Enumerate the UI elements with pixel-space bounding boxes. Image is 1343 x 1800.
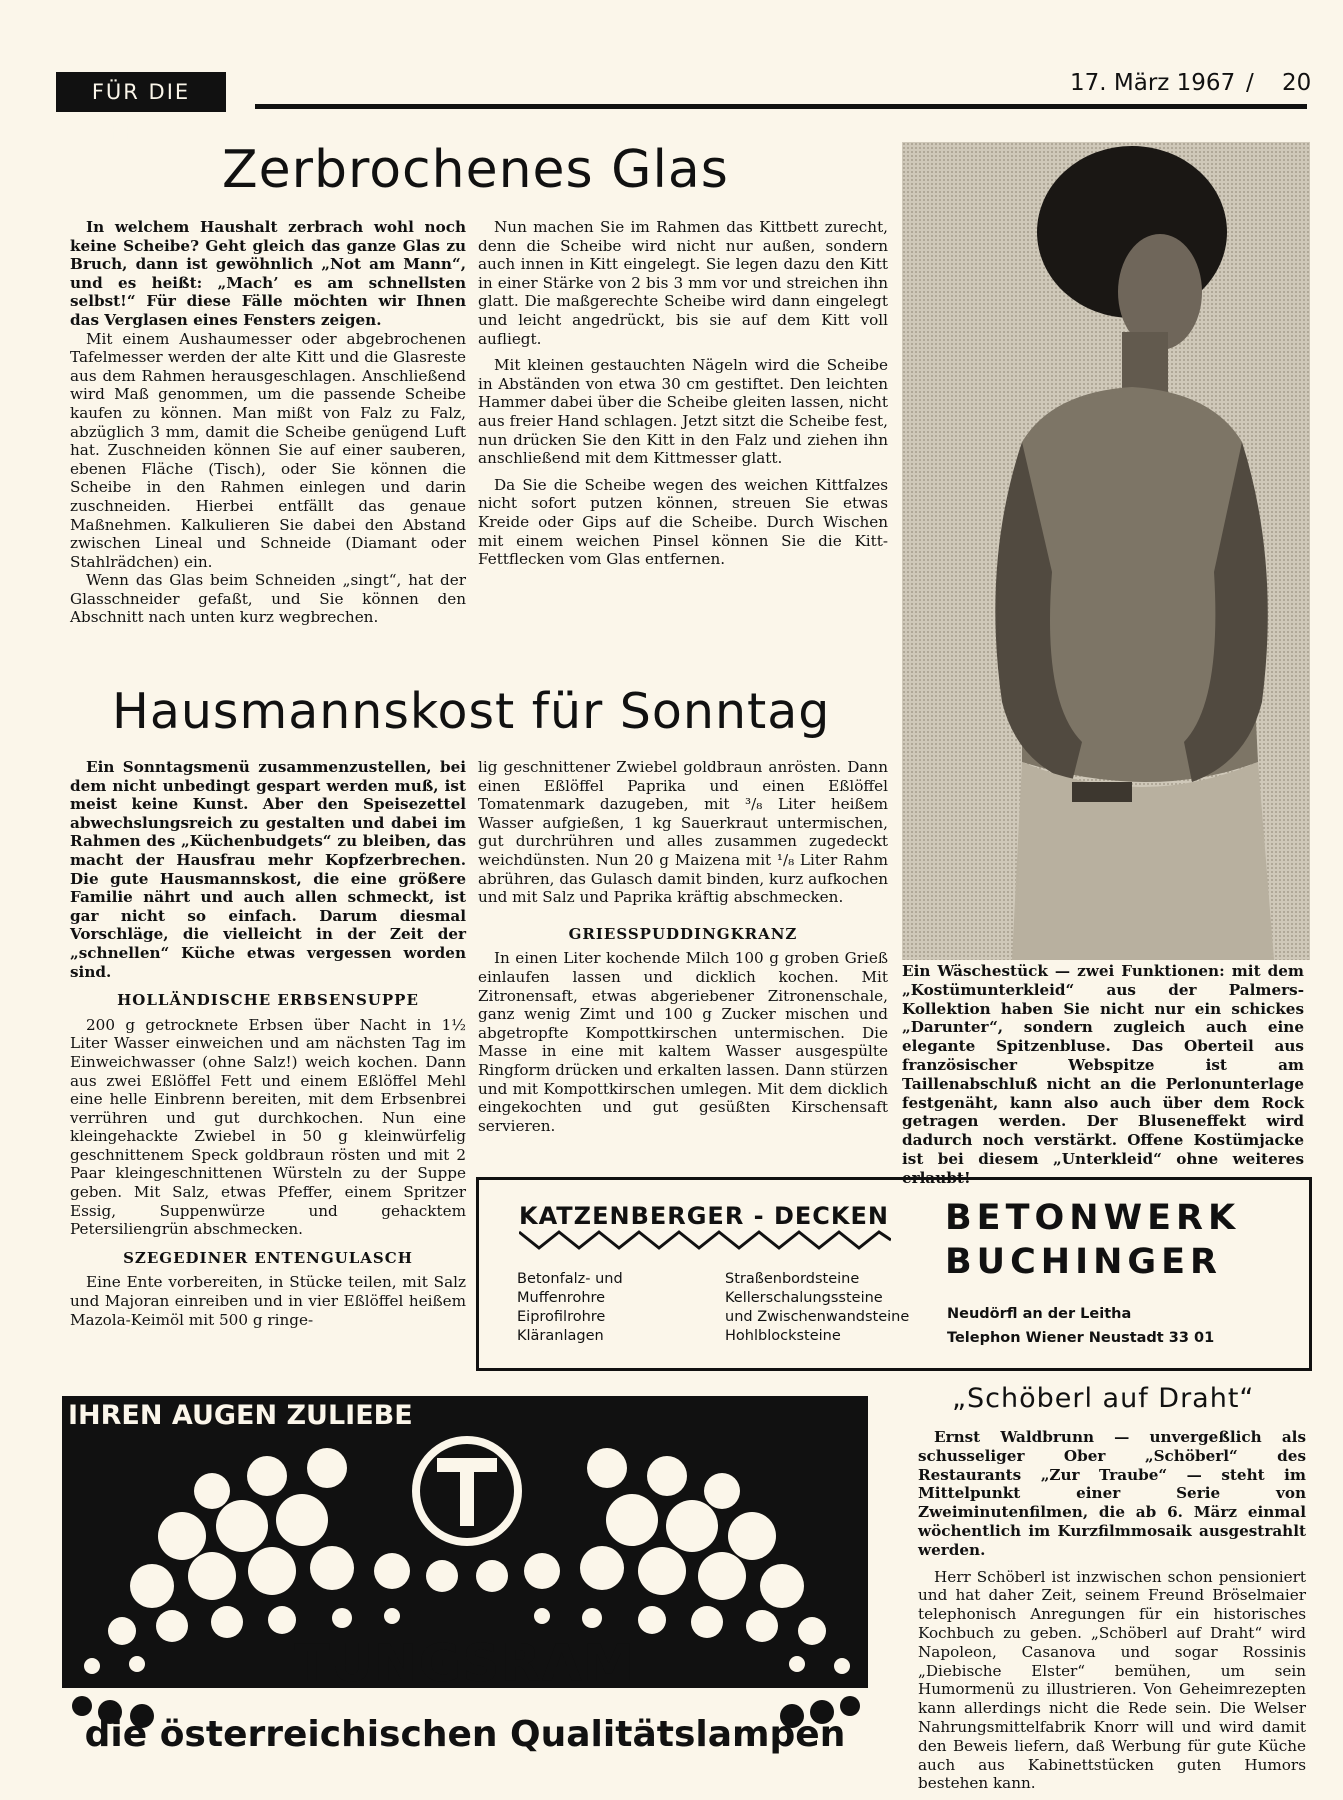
header-rule: [255, 104, 1307, 109]
advertisement-betonwerk: [476, 1177, 1312, 1371]
glas-paragraph: Mit einem Aushaumesser oder abgebrochenen Tafelmesser werden der alte Kitt und die Glasreste aus dem Rahmen herausgeschlagen. Anschließend wird Maß genommen, um die passende Scheibe kaufen zu können. Man mißt von Falz zu Falz, abzüglich 3 mm, damit die Scheibe genügend Luft hat. Zuschneiden können Sie auf einer sauberen, ebenen Fläche (Tisch), oder Sie können die Scheibe in den Rahmen einlegen und darin zuschneiden. Hierbei entfällt das genaue Maßnehmen. Kalkulieren Sie dabei den Abstand zwischen Lineal und Schneide (Diamant oder Stahlrädchen) ein.: [70, 329, 466, 571]
glas-paragraph: Da Sie die Scheibe wegen des weichen Kittfalzes nicht sofort putzen können, streuen Sie etwas Kreide oder Gips auf die Scheibe. Durch Wischen mit einem weichen Pinsel können Sie die Kitt-Fettflecken vom Glas entfernen.: [478, 475, 888, 569]
recipe-heading: GRIESSPUDDINGKRANZ: [568, 924, 798, 943]
company-location: Neudörfl an der Leitha: [947, 1306, 1132, 1322]
recipe-text: 200 g getrocknete Erbsen über Nacht in 1½ Liter Wasser einweichen und am nächsten Tag im Einweichwasser (ohne Salz!) weich kochen. Dann aus zwei Eßlöffel Fett und einem Eßlöffel Mehl eine helle Einbrenn bereiten, mit dem Erbsenbrei verrühren und gut durchkochen. Nun eine kleingehackte Zwiebel in 50 g kleinwürfelig geschnittenem Speck goldbraun rösten und mit 2 Paar kleingeschnittenen Würsteln zu der Suppe geben. Mit Salz, etwas Pfeffer, einem Spritzer Essig, Suppenwürze und gehacktem Petersiliengrün abschmecken.: [70, 1015, 466, 1239]
schoeberl-paragraph: Herr Schöberl ist inzwischen schon pensioniert und hat daher Zeit, seinem Freund Bröselmaier telephonisch Anregungen für ein historisches Kochbuch zu geben. „Schöberl auf Draht“ wird Napoleon, Casanova und sogar Rossinis „Diebische Elster“ bemühen, um sein Humormenü zu illustrieren. Von Geheimrezepten kann allerdings nicht die Rede sein. Die Welser Nahrungsmittelfabrik Knorr will und wird damit den Beweis liefern, daß Werbung für gute Küche auch aus Kabinettstücken guten Humors bestehen kann.: [918, 1567, 1306, 1793]
glas-paragraph: Mit kleinen gestauchten Nägeln wird die Scheibe in Abständen von etwa 30 cm gestiftet. Den leichten Hammer dabei über die Scheibe gleiten lassen, nicht aus freier Hand schlagen. Jetzt sitzt die Scheibe fest, nun drücken Sie den Kitt in den Falz und ziehen ihn anschließend mit dem Kittmesser glatt.: [478, 356, 888, 468]
haus-column-left: [70, 758, 466, 1329]
recipe-heading: HOLLÄNDISCHE ERBSENSUPPE: [117, 991, 419, 1010]
glas-paragraph: Nun machen Sie im Rahmen das Kittbett zurecht, denn die Scheibe wird nicht nur außen, sondern auch innen in Kitt eingelegt. Sie legen dazu den Kitt in einer Stärke von 2 bis 3 mm vor und streichen ihn glatt. Die maßgerechte Scheibe wird dann eingelegt und leicht angedrückt, bis sie auf dem Kitt voll aufliegt.: [478, 218, 888, 348]
haus-intro: Ein Sonntagsmenü zusammenzustellen, bei dem nicht unbedingt gespart werden muß, ist meist keine Kunst. Aber den Speisezettel abwechslungsreich zu gestalten und dabei im Rahmen des „Küchenbudgets“ zu bleiben, das macht der Hausfrau mehr Kopfzerbrechen. Die gute Hausmannskost, die eine größere Familie nährt und auch allen schmeckt, ist gar nicht so einfach. Darum diesmal Vorschläge, die vielleicht in der Zeit der „schnellen“ Küche etwas vergessen worden sind.: [70, 758, 466, 981]
haus-column-right: [478, 758, 888, 1135]
article-title-haus: Hausmannskost für Sonntag: [112, 683, 831, 740]
tungsram-dot-burst-graphic: [62, 1396, 868, 1762]
article-title-schoeberl: „Schöberl auf Draht“: [952, 1383, 1255, 1414]
advertisement-tungsram: [62, 1396, 868, 1762]
schoeberl-column: [918, 1428, 1306, 1793]
company-phone: Telephon Wiener Neustadt 33 01: [947, 1330, 1215, 1346]
tungsram-slogan: die österreichischen Qualitätslampen: [84, 1714, 846, 1755]
tungsram-brand: TUNGSRAM: [294, 1634, 636, 1694]
glas-column-left: [70, 218, 466, 627]
tungsram-tagline: IHREN AUGEN ZULIEBE: [68, 1400, 413, 1431]
recipe-text: lig geschnittener Zwiebel goldbraun anrösten. Dann einen Eßlöffel Paprika und einen Eßlöffel Tomatenmark dazugeben, mit ³/₈ Liter heißem Wasser aufgießen, 1 kg Sauerkraut untermischen, gut durchrühren und alles zusammen zugedeckt weichdünsten. Nun 20 g Maizena mit ¹/₈ Liter Rahm abrühren, das Gulasch damit binden, kurz aufkochen und mit Salz und Paprika kräftig abschmecken.: [478, 758, 888, 907]
fashion-photo: [902, 142, 1310, 960]
glas-paragraph: Wenn das Glas beim Schneiden „singt“, hat der Glasschneider gefaßt, und Sie können den Abschnitt nach unten kurz wegbrechen.: [70, 571, 466, 627]
schoeberl-intro: Ernst Waldbrunn — unvergeßlich als schusseliger Ober „Schöberl“ des Restaurants „Zur Traube“ — steht im Mittelpunkt einer Serie von Zweiminutenfilmen, die ab 6. März einmal wöchentlich im Kurzfilmmosaik ausgestrahlt werden.: [918, 1428, 1306, 1559]
katzenberger-logo: KATZENBERGER - DECKEN: [519, 1202, 889, 1230]
company-name-line2: BUCHINGER: [945, 1242, 1222, 1282]
product-list-1: Betonfalz- und Muffenrohre Eiprofilrohre Kläranlagen: [517, 1271, 623, 1344]
section-label: FÜR DIE FRAU: [56, 72, 226, 112]
issue-date: 17. März 1967: [1070, 70, 1236, 96]
header-separator: /: [1246, 70, 1254, 96]
article-title-glas: Zerbrochenes Glas: [222, 140, 729, 200]
glas-column-right: [478, 218, 888, 569]
glas-intro: In welchem Haushalt zerbrach wohl noch keine Scheibe? Geht gleich das ganze Glas zu Bruch, dann ist gewöhnlich „Not am Mann“, und es heißt: „Mach’ es am schnellsten selbst!“ Für diese Fälle möchten wir Ihnen das Verglasen eines Fensters zeigen.: [70, 218, 466, 329]
product-list-2: Straßenbordsteine Kellerschalungssteine und Zwischenwandsteine Hohlblocksteine: [725, 1271, 910, 1344]
photo-caption: Ein Wäschestück — zwei Funktionen: mit dem „Kostümunterkleid“ aus der Palmers-Kollektion haben Sie nicht nur ein schickes „Darunter“, sondern zugleich auch eine elegante Spitzenbluse. Das Oberteil aus französischer Webspitze ist am Taillenabschluß nicht an die Perlonunterlage festgenäht, kann also auch über dem Rock getragen werden. Der Bluseneffekt wird dadurch noch verstärkt. Offene Kostümjacke ist bei diesem „Unterkleid“ ohne weiteres erlaubt!: [902, 962, 1304, 1187]
company-name-line1: BETONWERK: [945, 1198, 1241, 1238]
page-number: 20: [1282, 70, 1312, 96]
woman-portrait-image: [902, 142, 1310, 960]
recipe-text: Eine Ente vorbereiten, in Stücke teilen, mit Salz und Majoran einreiben und in vier Eßlöffel heißem Mazola-Keimöl mit 500 g ringe-: [70, 1273, 466, 1329]
recipe-heading: SZEGEDINER ENTENGULASCH: [123, 1248, 413, 1267]
recipe-text: In einen Liter kochende Milch 100 g groben Grieß einlaufen lassen und dicklich kochen. Mit Zitronensaft, etwas abgeriebener Zitronenschale, ganz wenig Zimt und 100 g Zucker mischen und abgetropfte Kompottkirschen untermischen. Die Masse in eine mit kaltem Wasser ausgespülte Ringform drücken und erkalten lassen. Dann stürzen und mit Kompottkirschen umlegen. Mit dem dicklich eingekochten und gut gesüßten Kirschensaft servieren.: [478, 949, 888, 1135]
logo-zigzag-icon: [519, 1230, 891, 1252]
